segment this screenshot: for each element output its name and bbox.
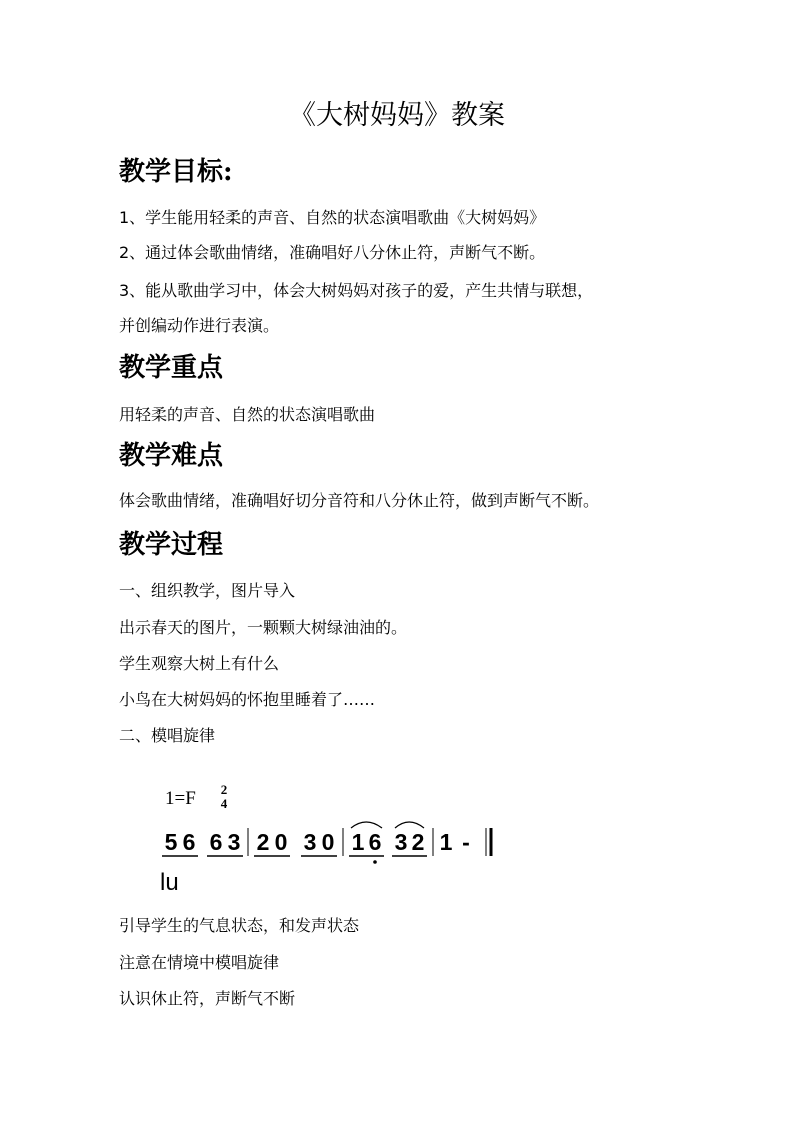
- process-line-5: 二、模唱旋律: [119, 726, 216, 745]
- difficulty-heading: 教学难点: [119, 441, 224, 471]
- score-note: 1: [351, 829, 365, 855]
- document-title: 《大树妈妈》教案: [289, 100, 505, 131]
- score-note: 2: [411, 829, 425, 855]
- process-line-2: 出示春天的图片，一颗颗大树绿油油的。: [119, 618, 408, 637]
- time-signature-top: 2: [220, 782, 228, 797]
- score-note: 0: [321, 829, 335, 855]
- score-note: 2: [256, 829, 270, 855]
- process-line-8: 认识休止符，声断气不断: [119, 989, 296, 1008]
- difficulty-text: 体会歌曲情绪，准确唱好切分音符和八分休止符，做到声断气不断。: [119, 491, 600, 510]
- low-octave-dot: [373, 860, 377, 864]
- score-note: 3: [303, 829, 317, 855]
- goal-item-3-continued: 并创编动作进行表演。: [119, 316, 280, 335]
- score-note: 1: [439, 829, 453, 855]
- goal-item-3: 3、能从歌曲学习中，体会大树妈妈对孩子的爱，产生共情与联想，: [119, 281, 594, 300]
- score-lyric: lu: [160, 869, 179, 896]
- goal-item-1: 1、学生能用轻柔的声音、自然的状态演唱歌曲《大树妈妈》: [119, 208, 546, 227]
- score-note: 3: [227, 829, 241, 855]
- process-line-3: 学生观察大树上有什么: [119, 654, 280, 673]
- process-line-4: 小鸟在大树妈妈的怀抱里睡着了……: [119, 690, 376, 709]
- score-note: 6: [182, 829, 196, 855]
- jianpu-score: [155, 768, 515, 898]
- process-line-7: 注意在情境中模唱旋律: [119, 953, 280, 972]
- process-line-1: 一、组织教学，图片导入: [119, 581, 296, 600]
- time-signature-bottom: 4: [220, 796, 228, 811]
- score-key: 1=F: [165, 788, 196, 809]
- process-line-6: 引导学生的气息状态，和发声状态: [119, 916, 360, 935]
- process-heading: 教学过程: [119, 530, 224, 560]
- goals-heading: 教学目标:: [119, 157, 233, 187]
- slur-mark: [395, 822, 424, 828]
- goal-item-2: 2、通过体会歌曲情绪，准确唱好八分休止符，声断气不断。: [119, 243, 546, 262]
- score-note: 5: [164, 829, 178, 855]
- score-note: 3: [394, 829, 408, 855]
- key-point-heading: 教学重点: [119, 353, 224, 383]
- score-graphic: [155, 768, 515, 898]
- score-note: 6: [368, 829, 382, 855]
- score-note: -: [462, 829, 470, 855]
- score-note: 0: [274, 829, 288, 855]
- key-point-text: 用轻柔的声音、自然的状态演唱歌曲: [119, 405, 376, 424]
- slur-mark: [351, 822, 382, 828]
- score-note: 6: [209, 829, 223, 855]
